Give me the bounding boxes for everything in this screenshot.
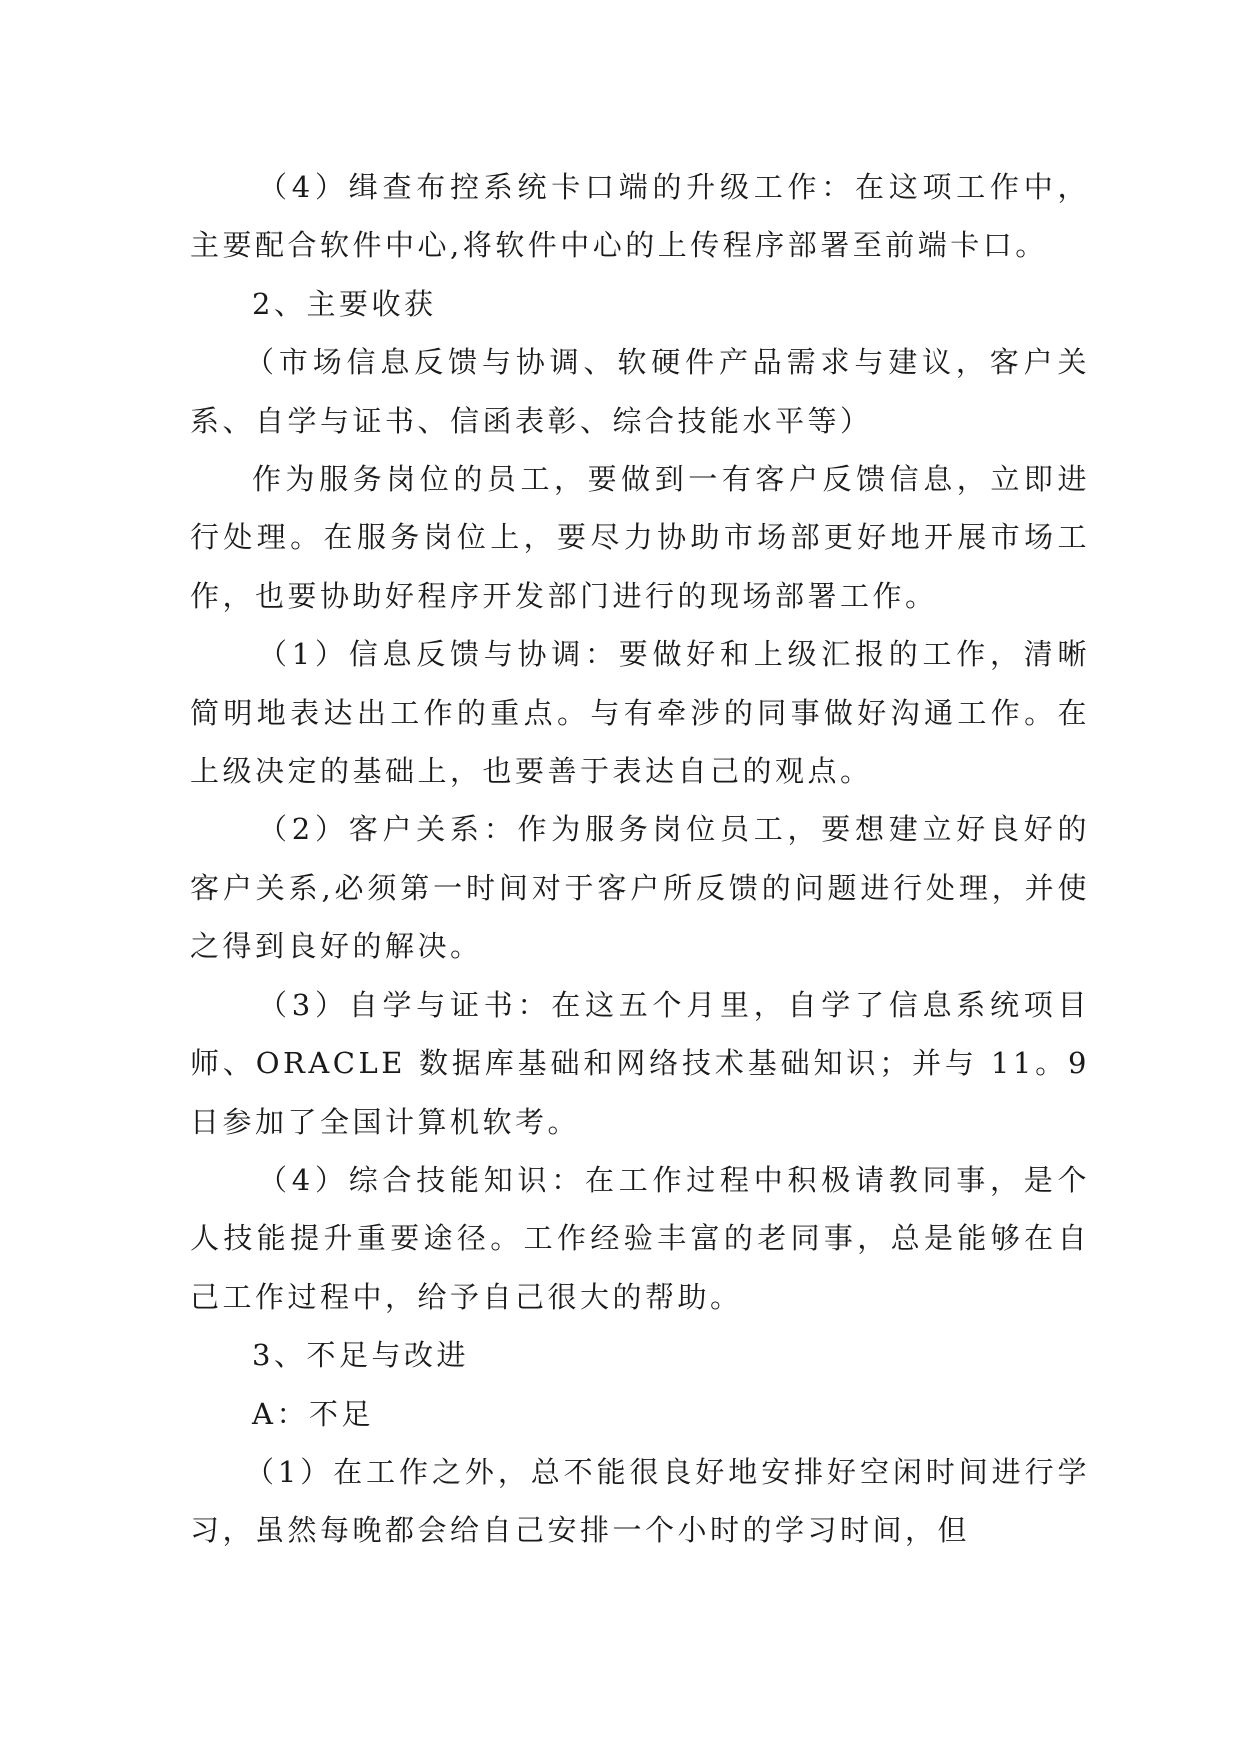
paragraph-gains-scope: （市场信息反馈与协调、软硬件产品需求与建议，客户关系、自学与证书、信函表彰、综合技能水平等） [190,345,1090,438]
heading-shortcomings: A：不足 [252,1396,374,1431]
paragraph-spare-time: （1）在工作之外，总不能很良好地安排好空闲时间进行学习，虽然每晚都会给自己安排一个小时的学习时间，但 [190,1454,1090,1548]
paragraph-info-feedback: （1）信息反馈与协调：要做好和上级汇报的工作，清晰简明地表达出工作的重点。与有牵涉的同事做好沟通工作。在上级决定的基础上，也要善于表达自己的观点。 [190,637,1090,789]
paragraph-checkpoint-upgrade: （4）缉查布控系统卡口端的升级工作：在这项工作中，主要配合软件中心,将软件中心的上传程序部署至前端卡口。 [190,170,1090,263]
paragraph-customer-relations: （2）客户关系：作为服务岗位员工，要想建立好良好的客户关系,必须第一时间对于客户所反馈的问题进行处理，并使之得到良好的解决。 [190,812,1090,964]
heading-shortcomings-improvement: 3、不足与改进 [252,1338,469,1373]
heading-main-gains: 2、主要收获 [252,286,437,321]
paragraph-self-study: （3）自学与证书：在这五个月里，自学了信息系统项目师、ORACLE 数据库基础和网络技术基础知识；并与 11。9日参加了全国计算机软考。 [190,987,1090,1139]
document-body [190,158,1090,1560]
paragraph-skills: （4）综合技能知识：在工作过程中积极请教同事，是个人技能提升重要途径。工作经验丰富的老同事，总是能够在自己工作过程中，给予自己很大的帮助。 [190,1162,1090,1314]
paragraph-service-role: 作为服务岗位的员工，要做到一有客户反馈信息，立即进行处理。在服务岗位上，要尽力协助市场部更好地开展市场工作，也要协助好程序开发部门进行的现场部署工作。 [190,462,1090,613]
